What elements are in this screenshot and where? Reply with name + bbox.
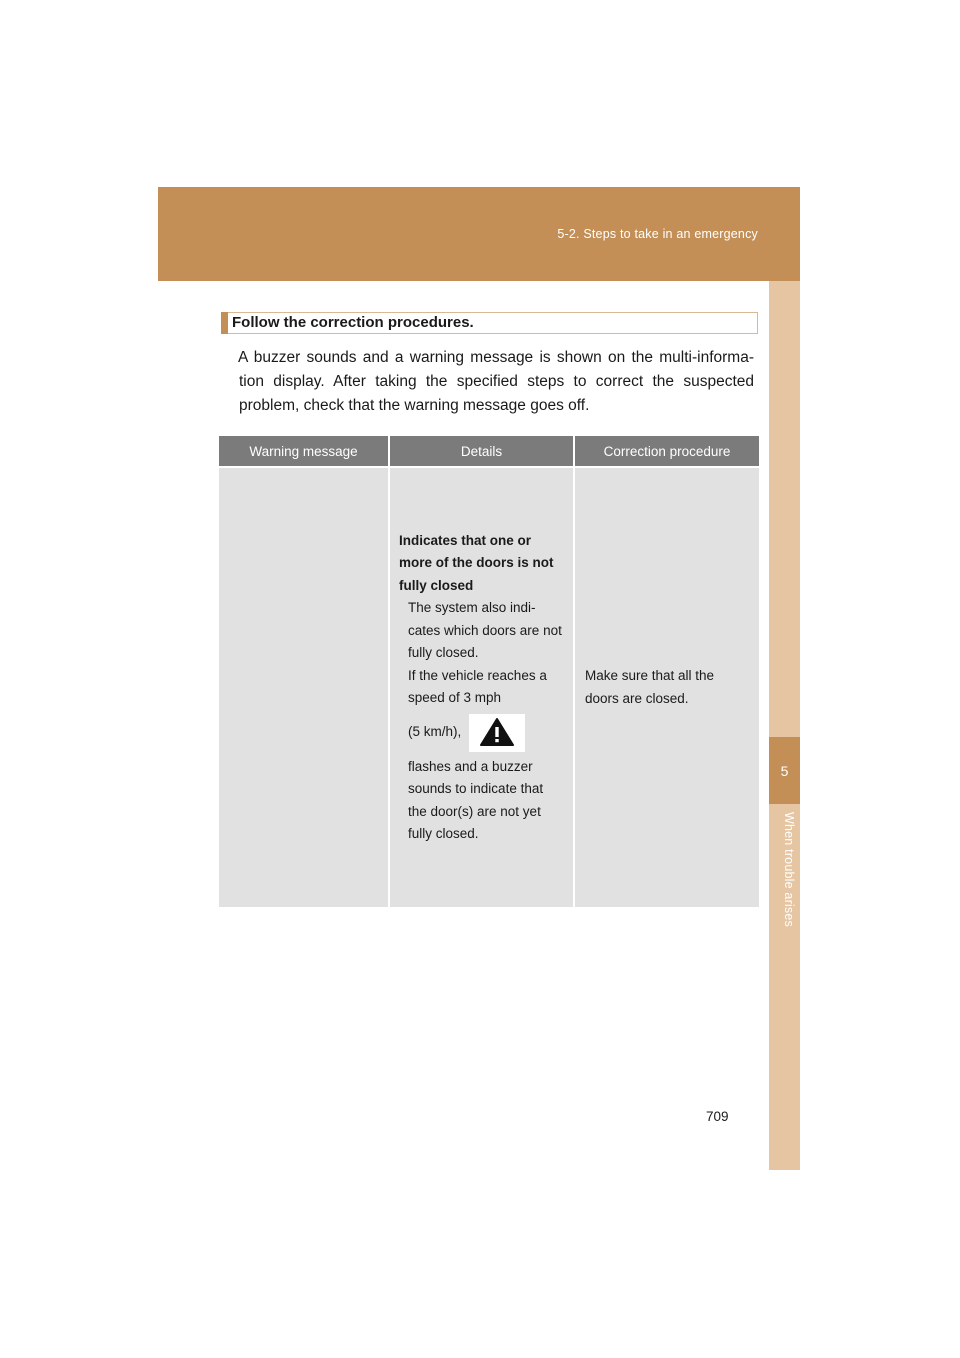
col-details: Details bbox=[389, 436, 574, 467]
header-band bbox=[158, 187, 800, 281]
section-title: 5-2. Steps to take in an emergency bbox=[557, 227, 758, 241]
page-number: 709 bbox=[706, 1109, 729, 1124]
details-body-3: flashes and a buzzer sounds to indicate that the door(s) are not yet fully closed. bbox=[408, 758, 544, 841]
heading-text: Follow the correction procedures. bbox=[232, 314, 474, 331]
chapter-number: 5 bbox=[780, 762, 789, 779]
warning-message-cell bbox=[219, 467, 389, 907]
warning-triangle-icon bbox=[469, 714, 525, 752]
correction-text: Make sure that all the doors are closed. bbox=[585, 668, 715, 706]
details-body-2: If the vehicle reaches a speed of 3 mph bbox=[408, 667, 547, 705]
heading-accent-bar bbox=[221, 312, 228, 334]
table-header-row bbox=[219, 436, 759, 467]
section-heading bbox=[221, 312, 758, 334]
warning-table bbox=[219, 436, 759, 907]
correction-cell bbox=[574, 467, 759, 907]
col-correction-procedure: Correction procedure bbox=[574, 436, 759, 467]
chapter-tab bbox=[769, 737, 800, 804]
side-strip bbox=[769, 281, 800, 1170]
details-title: Indicates that one or more of the doors is not fully closed bbox=[399, 532, 554, 593]
intro-text: A buzzer sounds and a warning message is shown on the multi-informa-tion display. After taking the specified steps to correct the suspected problem, check that the warning message goes off. bbox=[238, 349, 754, 414]
details-speed-line bbox=[399, 714, 565, 752]
chapter-label: When trouble arises bbox=[782, 812, 796, 927]
details-cell bbox=[389, 467, 574, 907]
intro-paragraph bbox=[239, 346, 754, 418]
details-speed-suffix: (5 km/h), bbox=[408, 724, 462, 740]
details-body-1: The system also indi-cates which doors are not fully closed. bbox=[408, 600, 562, 660]
table-row bbox=[219, 467, 759, 907]
col-warning-message: Warning message bbox=[219, 436, 389, 467]
